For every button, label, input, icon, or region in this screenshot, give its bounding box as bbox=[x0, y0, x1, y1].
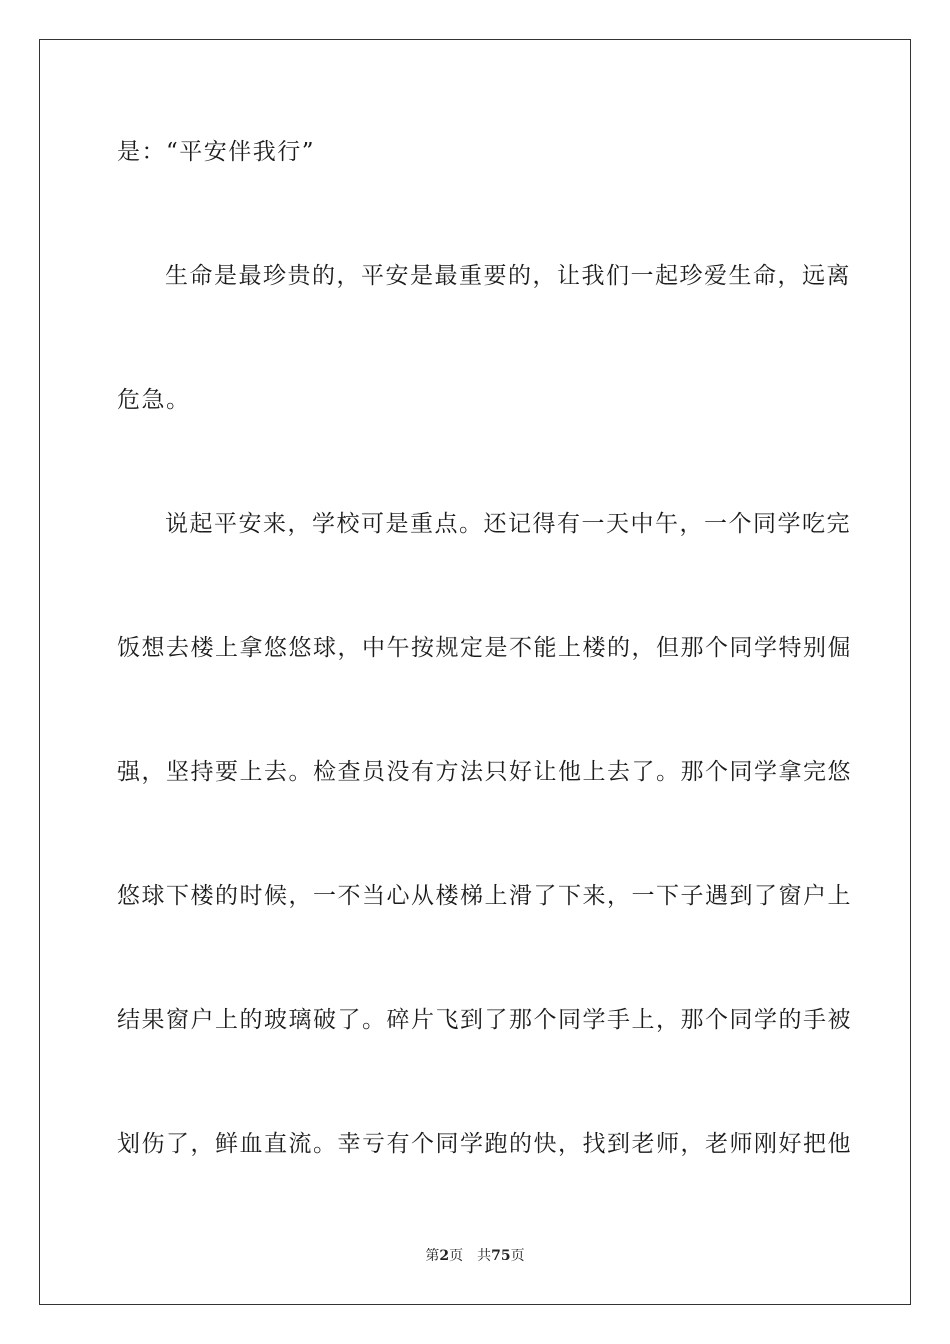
text-line-7: 悠球下楼的时候，一不当心从楼梯上滑了下来，一下子遇到了窗户上 bbox=[117, 883, 852, 909]
text-line-2: 生命是最珍贵的，平安是最重要的，让我们一起珍爱生命，远离 bbox=[165, 263, 851, 289]
footer-total-pages: 75 bbox=[491, 1248, 511, 1264]
footer-page-number: 2 bbox=[439, 1248, 450, 1264]
text-line-4: 说起平安来，学校可是重点。还记得有一天中午，一个同学吃完 bbox=[165, 511, 851, 537]
text-line-8: 结果窗户上的玻璃破了。碎片飞到了那个同学手上，那个同学的手被 bbox=[117, 1007, 852, 1033]
footer-page-prefix: 第 bbox=[425, 1248, 440, 1264]
text-line-9: 划伤了，鲜血直流。幸亏有个同学跑的快，找到老师，老师刚好把他 bbox=[117, 1131, 852, 1157]
footer-page-suffix: 页 bbox=[449, 1248, 464, 1264]
page-border bbox=[39, 39, 911, 1305]
footer-total-suffix: 页 bbox=[510, 1248, 525, 1264]
text-line-5: 饭想去楼上拿悠悠球，中午按规定是不能上楼的，但那个同学特别倔 bbox=[117, 635, 852, 661]
text-line-3: 危急。 bbox=[117, 387, 191, 413]
footer-total-prefix: 共 bbox=[477, 1248, 492, 1264]
text-line-6: 强，坚持要上去。检查员没有方法只好让他上去了。那个同学拿完悠 bbox=[117, 759, 852, 785]
page-footer bbox=[0, 1247, 950, 1265]
text-line-1: 是：“平安伴我行” bbox=[117, 139, 316, 165]
